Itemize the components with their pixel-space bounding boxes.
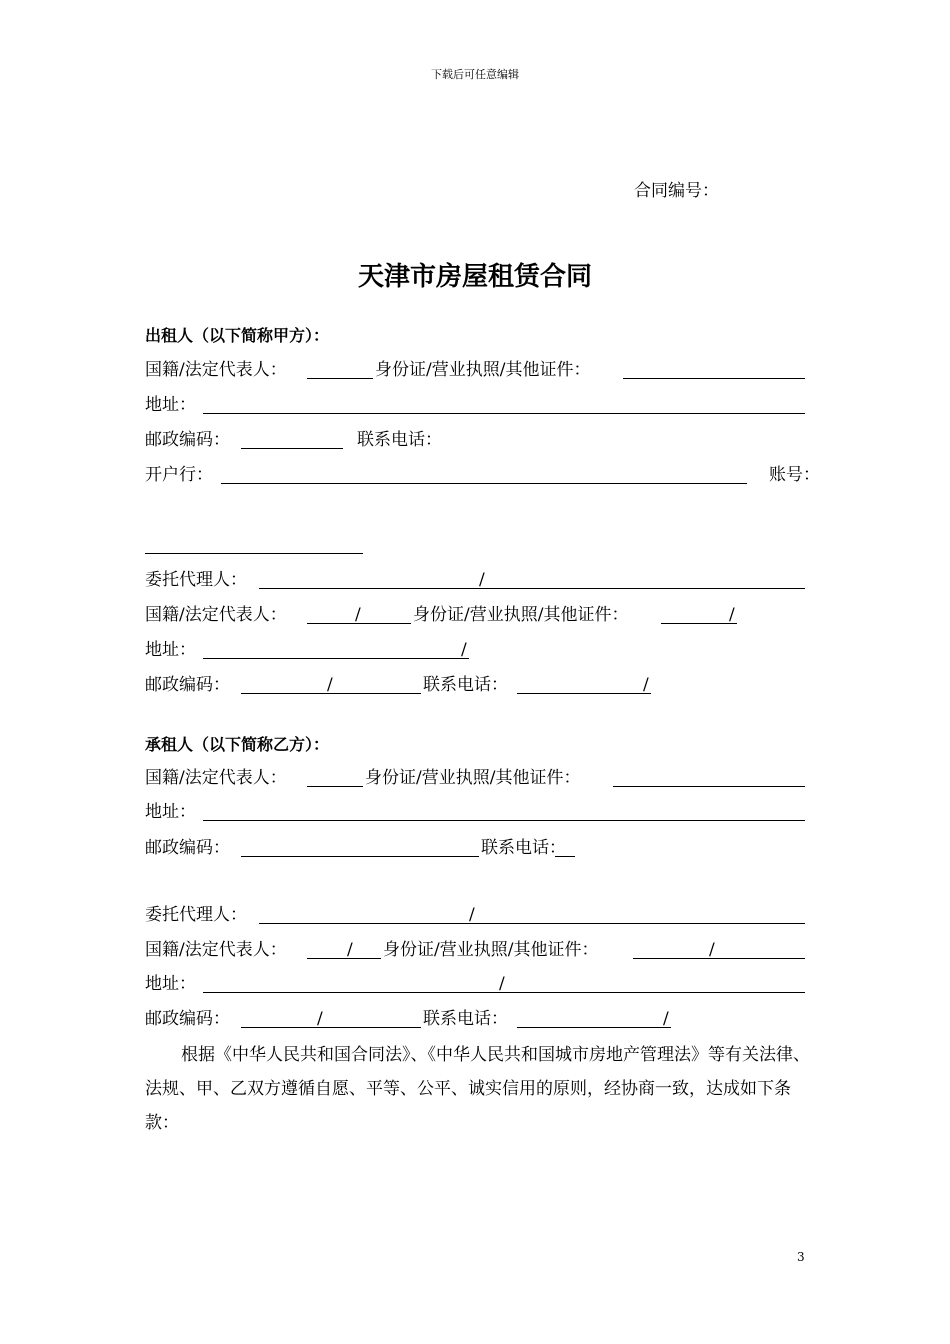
slash-mark: /: [709, 940, 715, 960]
address-label: 地址：: [145, 802, 196, 822]
lessee-address-row: [145, 800, 810, 824]
document-title: 天津市房屋租赁合同: [357, 262, 592, 292]
address-label: 地址：: [145, 640, 196, 660]
lessor-agent-address-row: [145, 638, 810, 662]
lessee-postcode-row: [145, 836, 810, 860]
contract-number-label: 合同编号：: [634, 181, 719, 201]
id-blank[interactable]: [613, 786, 805, 787]
postcode-blank[interactable]: [241, 448, 343, 449]
slash-mark: /: [479, 570, 485, 590]
phone-label: 联系电话：: [481, 838, 566, 858]
bank-blank[interactable]: [221, 483, 747, 484]
phone-blank[interactable]: [517, 693, 651, 694]
lessor-address-row: [145, 393, 810, 417]
lessor-account-row: [145, 533, 365, 557]
lessor-agent-postcode-row: [145, 673, 810, 697]
agent-blank[interactable]: [259, 923, 805, 924]
slash-mark: /: [729, 605, 735, 625]
slash-mark: /: [643, 675, 649, 695]
lessor-agent-nationality-row: [145, 603, 810, 627]
lessor-postcode-row: [145, 428, 810, 452]
agent-blank[interactable]: [259, 588, 805, 589]
slash-mark: /: [355, 605, 361, 625]
nationality-label: 国籍/法定代表人：: [145, 360, 287, 380]
phone-label: 联系电话：: [423, 1009, 508, 1029]
slash-mark: /: [347, 940, 353, 960]
intro-paragraph: [145, 1038, 810, 1140]
phone-blank[interactable]: [555, 856, 575, 857]
nationality-blank[interactable]: [307, 958, 381, 959]
slash-mark: /: [469, 905, 475, 925]
lessor-bank-row: [145, 463, 825, 487]
nationality-blank[interactable]: [307, 378, 373, 379]
agent-label: 委托代理人：: [145, 905, 247, 925]
lessor-nationality-row: [145, 358, 810, 382]
header-note: 下载后可任意编辑: [431, 68, 519, 81]
postcode-blank[interactable]: [241, 1027, 421, 1028]
address-blank[interactable]: [203, 820, 805, 821]
slash-mark: /: [327, 675, 333, 695]
agent-label: 委托代理人：: [145, 570, 247, 590]
id-blank[interactable]: [623, 378, 805, 379]
intro-text: 根据《中华人民共和国合同法》、《中华人民共和国城市房地产管理法》等有关法律、法规、甲、乙双方遵循自愿、平等、公平、诚实信用的原则，经协商一致，达成如下条款：: [145, 1045, 810, 1133]
account-blank[interactable]: [145, 553, 363, 554]
id-label: 身份证/营业执照/其他证件：: [413, 605, 629, 625]
nationality-blank[interactable]: [307, 786, 363, 787]
postcode-blank[interactable]: [241, 856, 479, 857]
slash-mark: /: [663, 1009, 669, 1029]
slash-mark: /: [317, 1009, 323, 1029]
postcode-label: 邮政编码：: [145, 675, 230, 695]
lessor-agent-row: [145, 568, 810, 592]
lessor-heading: 出租人（以下简称甲方）：: [145, 326, 330, 345]
address-blank[interactable]: [203, 658, 469, 659]
phone-label: 联系电话：: [423, 675, 508, 695]
postcode-label: 邮政编码：: [145, 430, 230, 450]
id-blank[interactable]: [661, 623, 737, 624]
lessee-agent-row: [145, 903, 810, 927]
address-label: 地址：: [145, 395, 196, 415]
nationality-label: 国籍/法定代表人：: [145, 940, 287, 960]
address-blank[interactable]: [203, 413, 805, 414]
slash-mark: /: [461, 640, 467, 660]
lessee-heading: 承租人（以下简称乙方）：: [145, 735, 330, 754]
nationality-label: 国籍/法定代表人：: [145, 605, 287, 625]
slash-mark: /: [499, 974, 505, 994]
postcode-label: 邮政编码：: [145, 1009, 230, 1029]
id-label: 身份证/营业执照/其他证件：: [365, 768, 581, 788]
phone-label: 联系电话：: [357, 430, 442, 450]
phone-blank[interactable]: [517, 1027, 671, 1028]
page-number: 3: [797, 1250, 805, 1264]
account-label: 账号：: [769, 465, 820, 485]
lessee-agent-postcode-row: [145, 1007, 810, 1031]
id-label: 身份证/营业执照/其他证件：: [383, 940, 599, 960]
address-label: 地址：: [145, 974, 196, 994]
lessee-agent-nationality-row: [145, 938, 810, 962]
bank-label: 开户行：: [145, 465, 213, 485]
lessee-agent-address-row: [145, 972, 810, 996]
lessee-nationality-row: [145, 766, 810, 790]
id-blank[interactable]: [633, 958, 805, 959]
postcode-label: 邮政编码：: [145, 838, 230, 858]
nationality-label: 国籍/法定代表人：: [145, 768, 287, 788]
id-label: 身份证/营业执照/其他证件：: [375, 360, 591, 380]
